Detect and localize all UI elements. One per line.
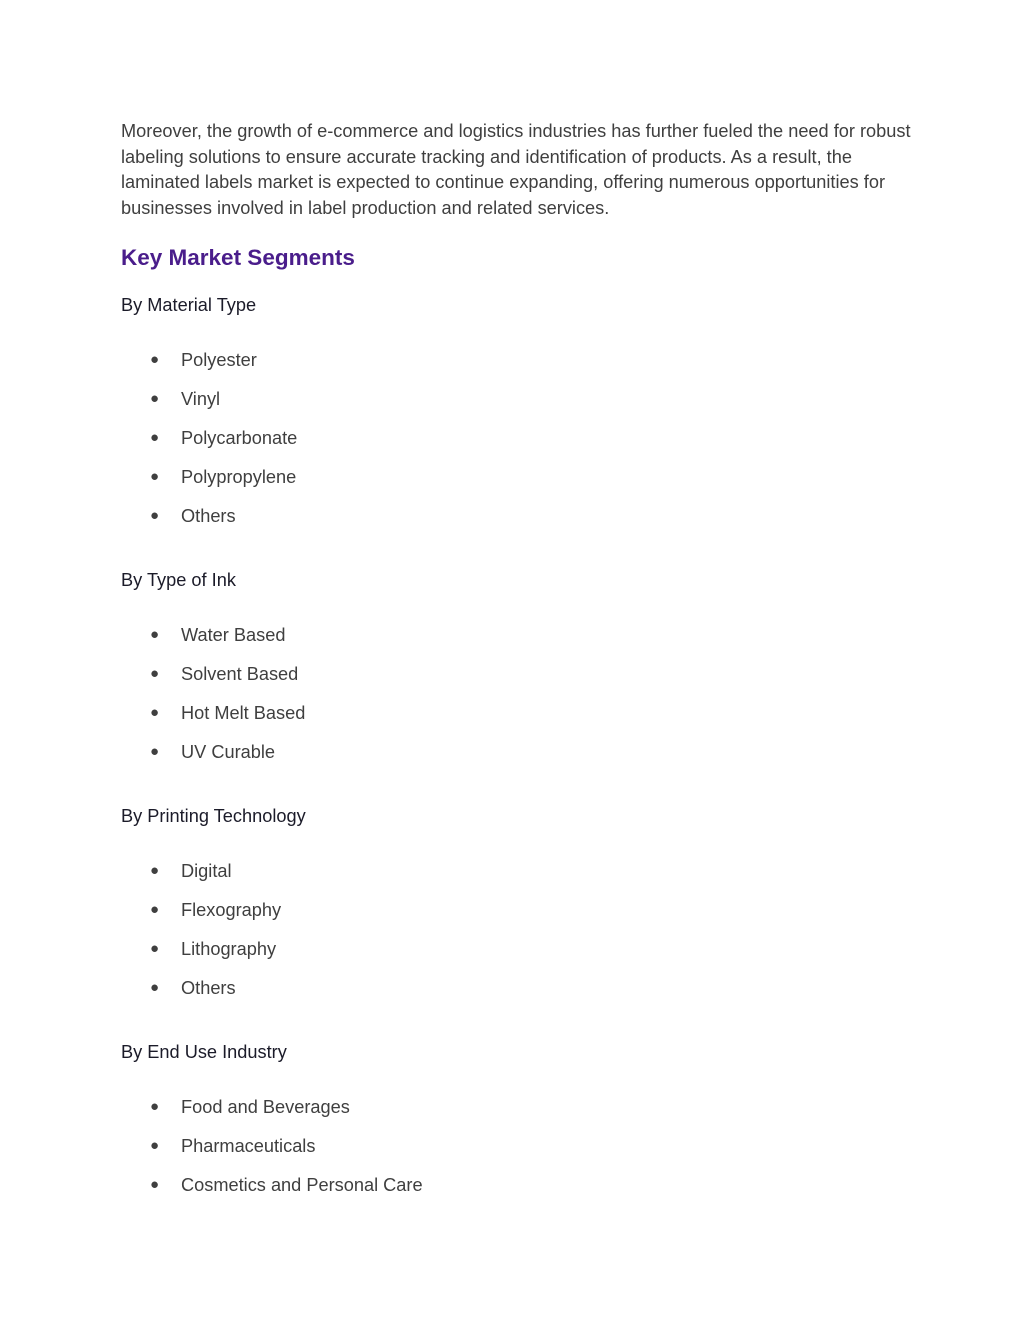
bullet-icon: ● [150,1175,160,1193]
list-item [121,975,911,1014]
list-item-label: Vinyl [181,388,221,409]
bullet-icon: ● [150,506,160,524]
list-item [121,700,911,739]
list-item [121,386,911,425]
list-item-label: Hot Melt Based [181,702,306,723]
bullet-icon: ● [150,861,160,879]
list-item-label: Polypropylene [181,466,297,487]
list-item [121,1133,911,1172]
segment-type-of-ink [121,567,911,778]
spacer [121,274,911,292]
list-item-label: Food and Beverages [181,1096,350,1117]
segment-title: By Type of Ink [121,569,236,590]
list-item [121,622,911,661]
segment-material-type [121,292,911,542]
segment-end-use-industry [121,1039,911,1211]
spacer [121,318,911,347]
spacer [121,778,911,803]
spacer [121,1014,911,1039]
list-item [121,1094,911,1133]
list-item-label: Flexography [181,899,282,920]
spacer [121,829,911,858]
segment-list [121,858,911,1014]
bullet-icon: ● [150,900,160,918]
list-item [121,425,911,464]
bullet-icon: ● [150,625,160,643]
bullet-icon: ● [150,428,160,446]
list-item [121,739,911,778]
list-item-label: UV Curable [181,741,276,762]
list-item [121,858,911,897]
list-item [121,464,911,503]
bullet-icon: ● [150,1097,160,1115]
list-item-label: Polyester [181,349,257,370]
segment-title: By Material Type [121,294,257,315]
segment-printing-technology [121,803,911,1014]
list-item [121,503,911,542]
list-item-label: Solvent Based [181,663,299,684]
list-item [121,661,911,700]
bullet-icon: ● [150,742,160,760]
bullet-icon: ● [150,978,160,996]
segment-title: By Printing Technology [121,805,306,826]
list-item-label: Lithography [181,938,277,959]
bullet-icon: ● [150,389,160,407]
segment-title: By End Use Industry [121,1041,287,1062]
bullet-icon: ● [150,939,160,957]
bullet-icon: ● [150,467,160,485]
spacer [121,1065,911,1094]
document-content [121,119,911,1211]
list-item [121,936,911,975]
list-item-label: Digital [181,860,232,881]
list-item-label: Polycarbonate [181,427,298,448]
spacer [121,542,911,567]
segment-list [121,622,911,778]
section-heading: Key Market Segments [121,244,355,270]
segment-list [121,347,911,542]
bullet-icon: ● [150,1136,160,1154]
bullet-icon: ● [150,350,160,368]
segment-list [121,1094,911,1211]
bullet-icon: ● [150,664,160,682]
list-item-label: Water Based [181,624,286,645]
list-item [121,347,911,386]
list-item-label: Pharmaceuticals [181,1135,316,1156]
list-item [121,897,911,936]
list-item-label: Others [181,505,236,526]
list-item [121,1172,911,1211]
list-item-label: Cosmetics and Personal Care [181,1174,423,1195]
bullet-icon: ● [150,703,160,721]
intro-paragraph: Moreover, the growth of e-commerce and logistics industries has further fueled the need for robust labeling solutions to ensure accurate tracking and identification of products. As a result, the laminated labels market is expected to continue expanding, offering numerous opportunities for businesses involved in label production and related services. [121,121,911,219]
spacer [121,593,911,622]
list-item-label: Others [181,977,236,998]
